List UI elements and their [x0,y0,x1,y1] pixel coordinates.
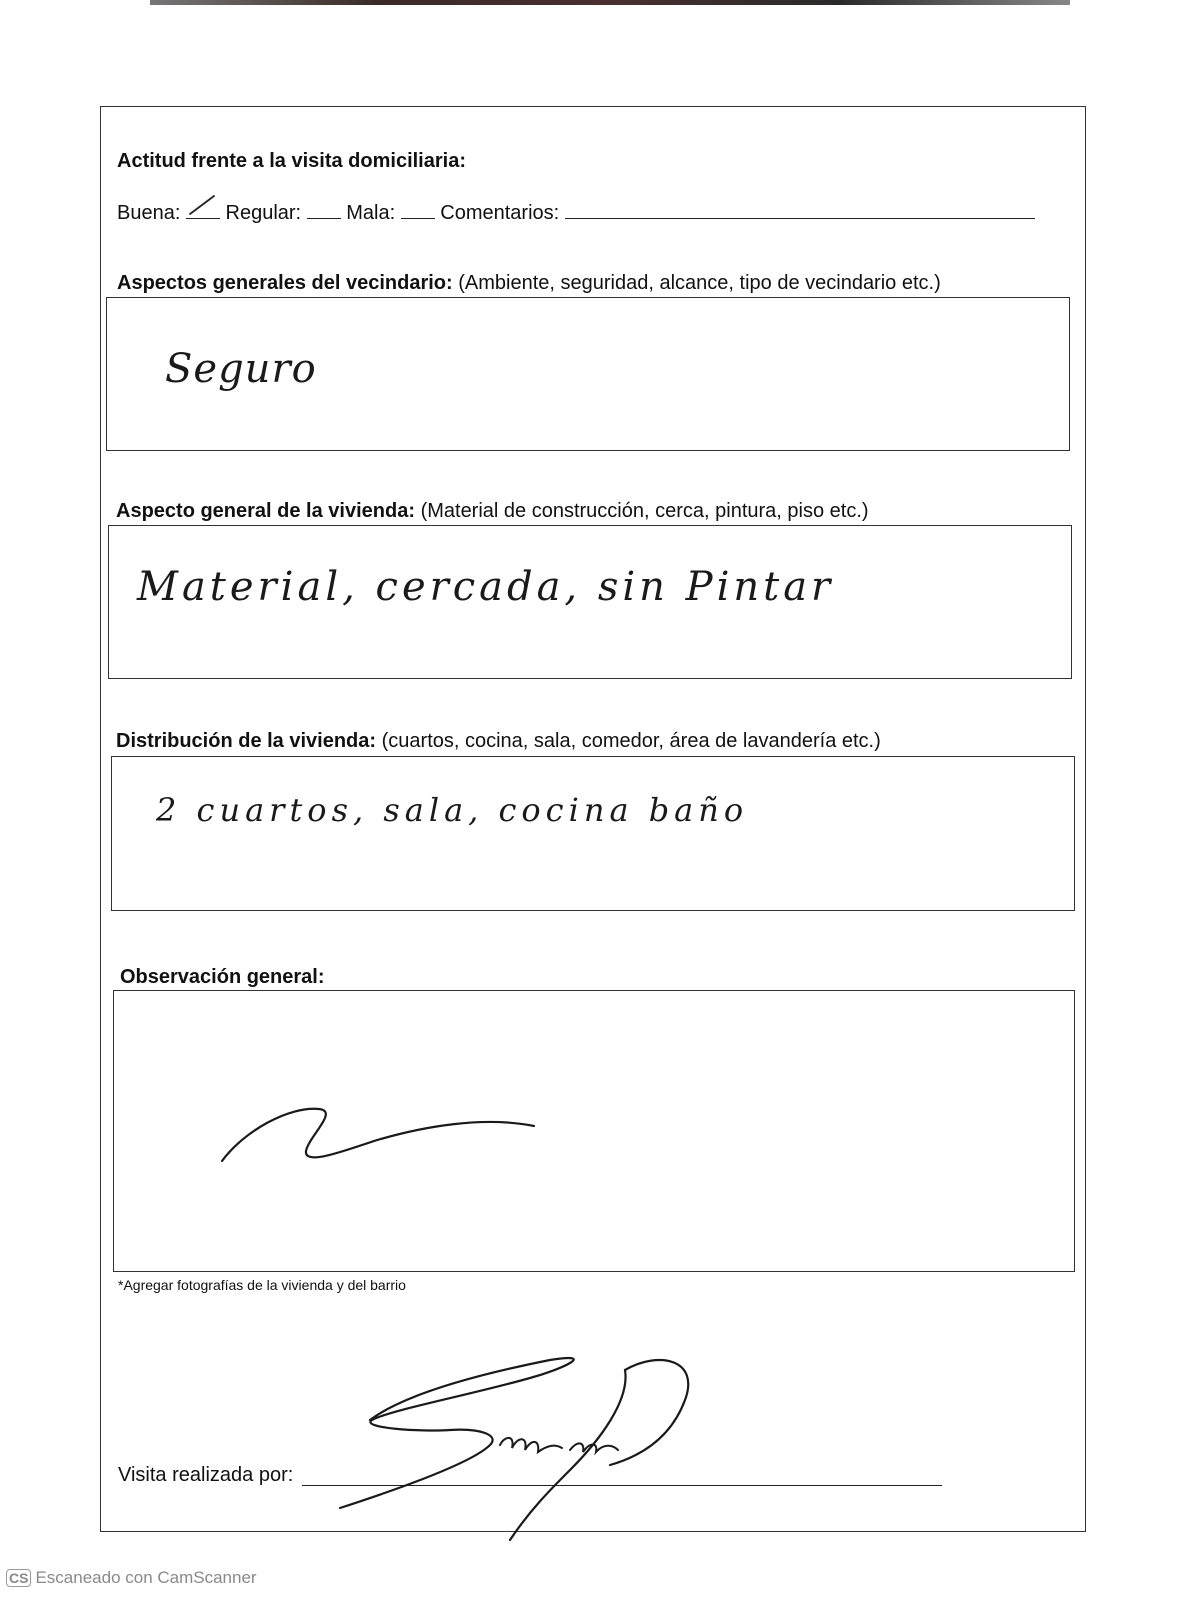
regular-label: Regular: [225,202,302,224]
attitude-options-row [117,200,1035,225]
check-mark-icon [186,194,220,216]
housing-aspect-answer: Material, cercada, sin Pintar [137,564,835,610]
observation-scribble-mark [114,991,1074,1271]
neighborhood-heading [117,272,941,295]
distribution-answer: 2 cuartos, sala, cocina baño [156,791,749,829]
observation-answer-box[interactable] [113,990,1075,1272]
visitor-signature-mark [300,1340,720,1570]
bad-label: Mala: [346,202,396,224]
neighborhood-hint: (Ambiente, seguridad, alcance, tipo de vecindario etc.) [458,272,941,294]
good-checkbox[interactable] [186,200,220,219]
camscanner-text: Escaneado con CamScanner [35,1568,257,1587]
photos-footnote: *Agregar fotografías de la vivienda y del barrio [118,1277,406,1293]
visit-by-label: Visita realizada por: [118,1464,294,1486]
neighborhood-heading-text: Aspectos generales del vecindario: [117,272,453,294]
housing-aspect-hint: (Material de construcción, cerca, pintura, piso etc.) [420,500,869,522]
housing-aspect-answer-box[interactable] [108,525,1072,679]
distribution-heading [116,730,881,753]
camscanner-watermark [6,1568,257,1588]
comments-label: Comentarios: [440,202,560,224]
neighborhood-answer: Seguro [165,346,317,392]
housing-aspect-heading-text: Aspecto general de la vivienda: [116,500,415,522]
observation-heading: Observación general: [120,966,325,988]
scan-top-edge [150,0,1070,5]
regular-checkbox[interactable] [307,200,341,219]
good-label: Buena: [117,202,181,224]
bad-checkbox[interactable] [401,200,435,219]
housing-aspect-heading [116,500,869,523]
neighborhood-answer-box[interactable] [106,297,1070,451]
distribution-hint: (cuartos, cocina, sala, comedor, área de lavandería etc.) [381,730,881,752]
camscanner-logo-icon: CS [6,1569,31,1587]
distribution-heading-text: Distribución de la vivienda: [116,730,377,752]
distribution-answer-box[interactable] [111,756,1075,911]
attitude-heading: Actitud frente a la visita domiciliaria: [117,150,466,172]
comments-field[interactable] [565,200,1035,219]
